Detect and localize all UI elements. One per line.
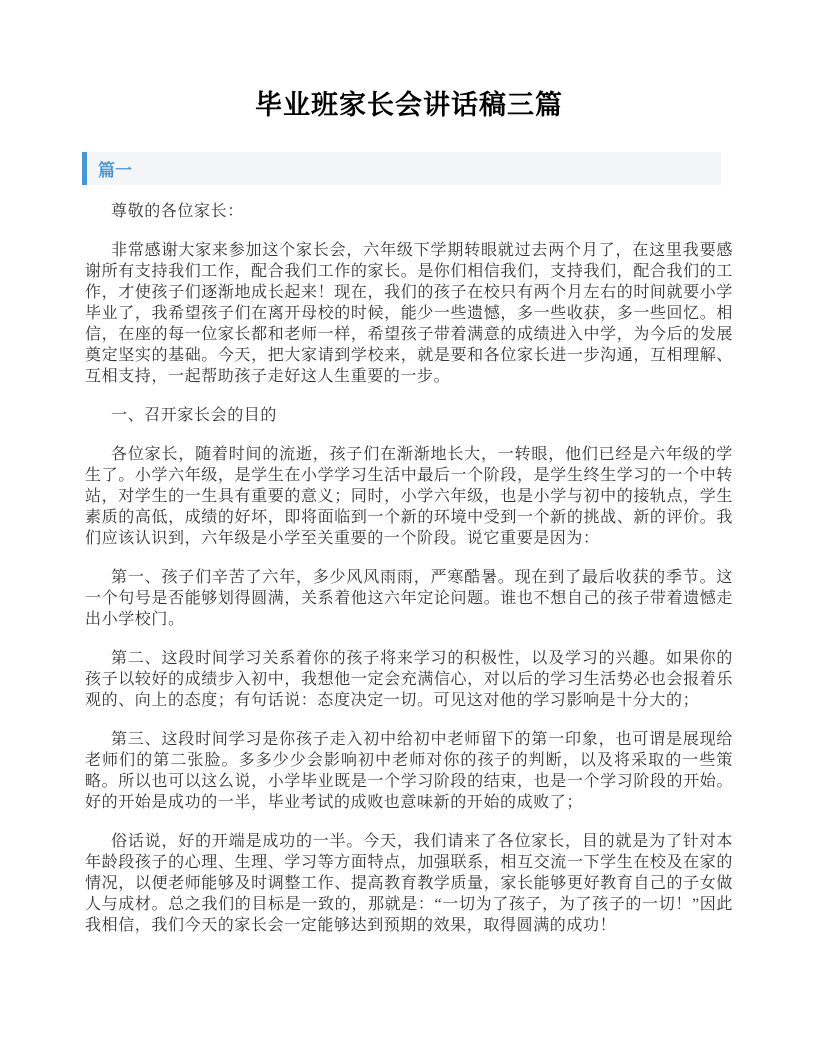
section-body — [85, 201, 733, 936]
paragraph: 尊敬的各位家长： — [111, 203, 244, 220]
paragraph: 第一、孩子们辛苦了六年，多少风风雨雨，严寒酷暑。现在到了最后收获的季节。这一个句号是否能够划得圆满，关系着他这六年定论问题。谁也不想自己的孩子带着遗憾走出小学校门。 — [85, 569, 733, 628]
paragraph: 第二、这段时间学习关系着你的孩子将来学习的积极性，以及学习的兴趣。如果你的孩子以较好的成绩步入初中，我想他一定会充满信心，对以后的学习生活势必也会报着乐观的、向上的态度；有句话说：态度决定一切。可见这对他的学习影响是十分大的； — [85, 650, 733, 709]
paragraph: 非常感谢大家来参加这个家长会，六年级下学期转眼就过去两个月了，在这里我要感谢所有支持我们工作，配合我们工作的家长。是你们相信我们，支持我们，配合我们的工作，才使孩子们逐渐地成长起来！现在，我们的孩子在校只有两个月左右的时间就要小学毕业了，我希望孩子们在离开母校的时候，能少一些遗憾，多一些收获，多一些回忆。相信，在座的每一位家长都和老师一样，希望孩子带着满意的成绩进入中学，为今后的发展奠定坚实的基础。今天，把大家请到学校来，就是要和各位家长进一步沟通，互相理解、互相支持，一起帮助孩子走好这人生重要的一步。 — [85, 242, 733, 385]
paragraph: 俗话说，好的开端是成功的一半。今天，我们请来了各位家长，目的就是为了针对本年龄段孩子的心理、生理、学习等方面特点，加强联系，相互交流一下学生在校及在家的情况，以便老师能够及时调整工作、提高教育教学质量，家长能够更好教育自己的子女做人与成材。总之我们的目标是一致的，那就是：“一切为了孩子，为了孩子的一切！”因此我相信，我们今天的家长会一定能够达到预期的效果，取得圆满的成功！ — [85, 833, 733, 934]
section-label: 篇一 — [98, 161, 132, 180]
paragraph: 一、召开家长会的目的 — [111, 407, 278, 424]
document-title: 毕业班家长会讲话稿三篇 — [255, 90, 563, 120]
paragraph: 各位家长，随着时间的流逝，孩子们在渐渐地长大，一转眼，他们已经是六年级的学生了。小学六年级，是学生在小学学习生活中最后一个阶段，是学生终生学习的一个中转站，对学生的一生具有重要的意义；同时，小学六年级，也是小学与初中的接轨点，学生素质的高低，成绩的好坏，即将面临到一个新的环境中受到一个新的挑战、新的评价。我们应该认识到，六年级是小学至关重要的一个阶段。说它重要是因为： — [85, 446, 733, 547]
section-header — [82, 152, 721, 185]
paragraph: 第三、这段时间学习是你孩子走入初中给初中老师留下的第一印象，也可谓是展现给老师们的第二张脸。多多少少会影响初中老师对你的孩子的判断，以及将采取的一些策略。所以也可以这么说，小学毕业既是一个学习阶段的结束，也是一个学习阶段的开始。好的开始是成功的一半，毕业考试的成败也意味新的开始的成败了； — [85, 731, 733, 811]
